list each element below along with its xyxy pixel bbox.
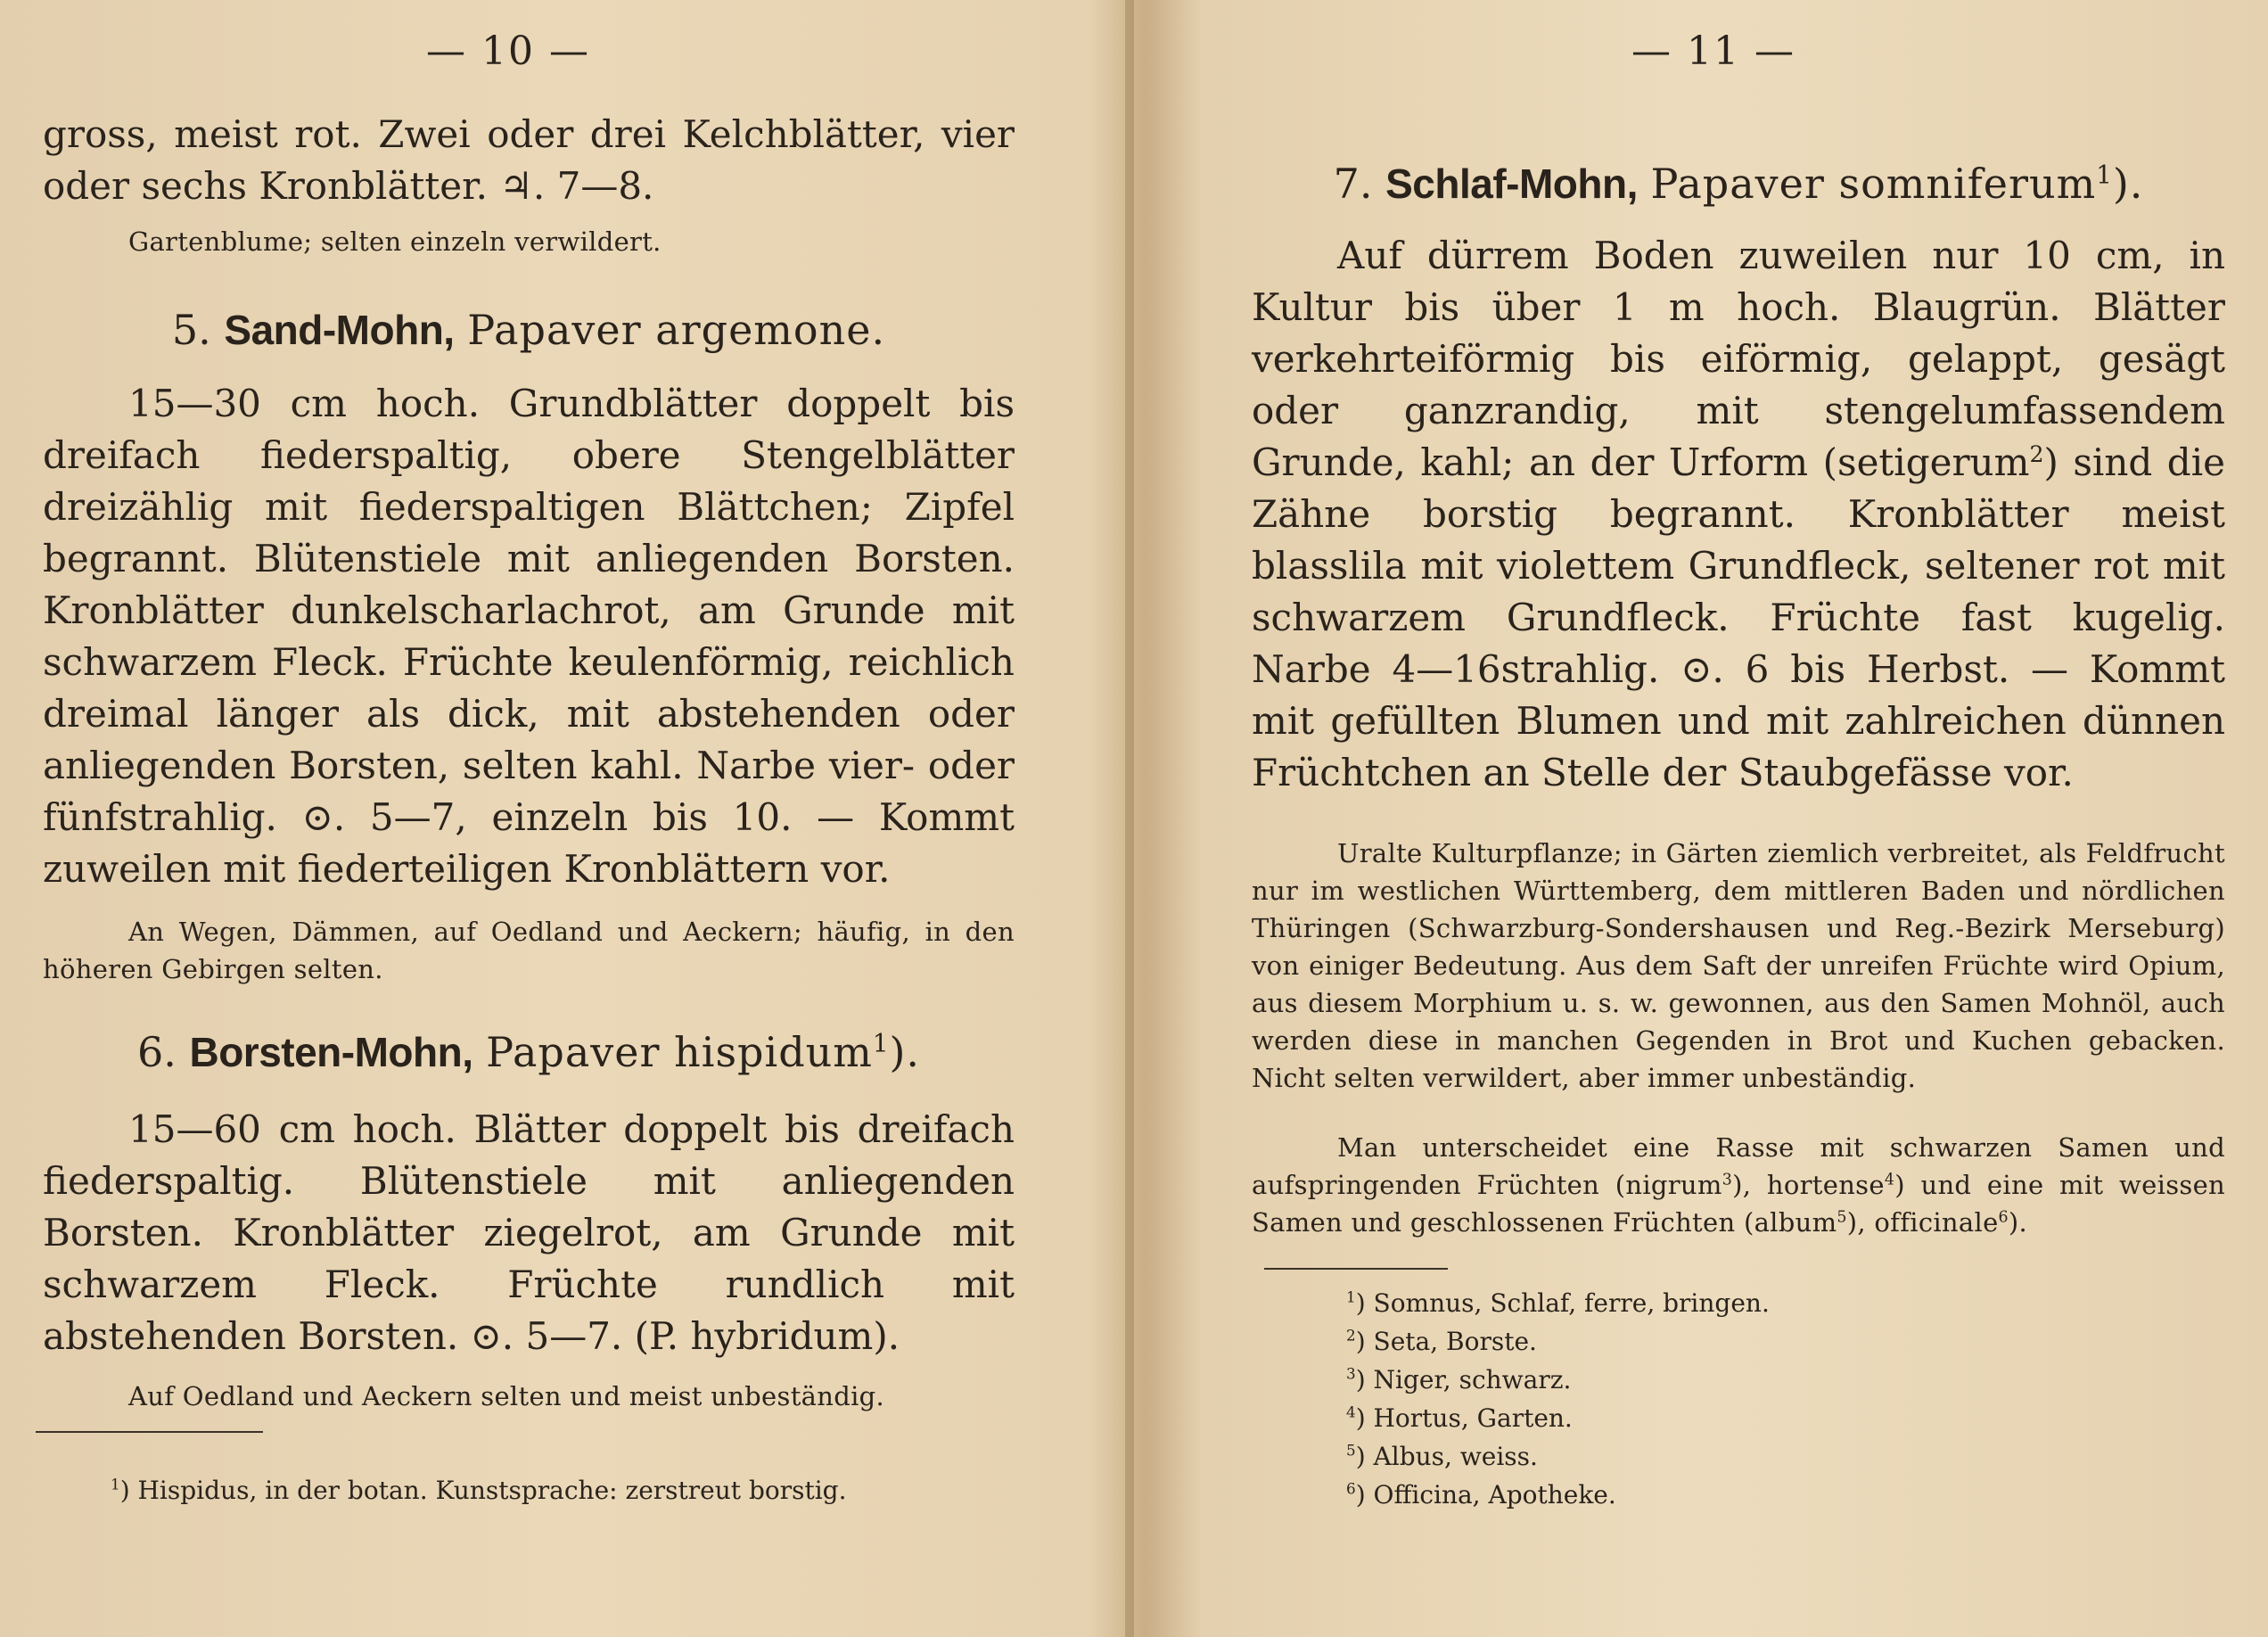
species-name: Sand-Mohn, [224,307,455,353]
footnote-item: $^3$) Niger, schwarz. [1346,1364,1572,1394]
species-description-5: 15—30 cm hoch. Grundblätter doppelt bis dreifach fiederspaltig, obere Stengelblätter dreizählig mit fiederspaltigen Blättchen; Zipfel begrannt. Blütenstiele mit anliegenden Borsten. Kronblätter dunkelscharlachrot, am Grunde mit schwarzem Fleck. Früchte keulenförmig, reichlich dreimal länger als dick, mit abstehenden oder anliegenden Borsten, selten kahl. Narbe vier- oder fünfstrahlig. ⊙. 5—7, einzeln bis 10. — Kommt zuweilen mit fiederteiligen Kronblättern vor. [43,382,1015,891]
species-heading-7 [1252,157,2225,210]
species-number: 7. [1333,160,1373,208]
species-latin: Papaver argemone. [467,306,886,354]
species-description-7: Auf dürrem Boden zuweilen nur 10 cm, in Kultur bis über 1 m hoch. Blaugrün. Blätter verkehrteiförmig bis eiförmig, gelappt, gesägt oder ganzrandig, mit stengelumfassendem Grunde, kahl; an der Urform (setigerum$^2$) sind die Zähne borstig begrannt. Kronblätter meist blasslila mit violettem Grundfleck, seltener rot mit schwarzem Grundfleck. Früchte fast kugelig. Narbe 4—16strahlig. ⊙. 6 bis Herbst. — Kommt mit gefüllten Blumen und mit zahlreichen dünnen Früchtchen an Stelle der Staubgefässe vor. [1252,234,2225,794]
footnote-mark: 1 [2096,160,2113,190]
species-name: Borsten-Mohn, [189,1029,473,1075]
footnote-rule [1264,1268,1448,1270]
footnote-mark: 1 [111,1475,120,1493]
footnote-mark: 1 [872,1028,890,1058]
species-number: 5. [171,306,211,354]
cultivation-note: Uralte Kulturpflanze; in Gärten ziemlich verbreitet, als Feldfrucht nur im westlichen Württemberg, dem mittleren Baden und nördlichen Thüringen (Schwarzburg-Sondershausen und Reg.-Bezirk Merseburg) von einiger Bedeutung. Aus dem Saft der unreifen Früchte wird Opium, aus diesem Morphium u. s. w. gewonnen, aus den Samen Mohnöl, auch werden diese in manchen Gegenden in Brot und Kuchen gebacken. Nicht selten verwildert, aber immer unbeständig. [1252,838,2225,1093]
continued-habitat: Gartenblume; selten einzeln verwildert. [128,226,662,257]
species-habitat-5: An Wegen, Dämmen, auf Oedland und Aeckern; häufig, in den höheren Gebirgen selten. [43,917,1015,984]
continued-text: gross, meist rot. Zwei oder drei Kelchblätter, vier oder sechs Kronblätter. ♃. 7—8. [43,112,1015,208]
footnote-item: $^6$) Officina, Apotheke. [1346,1479,1616,1509]
page-number: — 11 — [1631,29,1796,74]
species-description-6: 15—60 cm hoch. Blätter doppelt bis dreifach fiederspaltig. Blütenstiele mit anliegenden Borsten. Kronblätter ziegelrot, am Grunde mit schwarzem Fleck. Früchte rundlich mit abstehenden Borsten. ⊙. 5—7. (P. hybridum). [43,1107,1015,1358]
species-latin: Papaver somniferum$^1$). [1650,160,2144,208]
varieties-note: Man unterscheidet eine Rasse mit schwarzen Samen und aufspringenden Früchten (nigrum$^3$), hortense$^4$) und eine mit weissen Samen und geschlossenen Früchten (album$^5$), officinale$^6$). [1252,1132,2226,1238]
footnote: $^1$) Hispidus, in der botan. Kunstsprache: zerstreut borstig. [111,1475,847,1505]
species-name: Schlaf-Mohn, [1385,160,1638,207]
species-number: 6. [136,1028,177,1076]
footnote-item: $^1$) Somnus, Schlaf, ferre, bringen. [1346,1287,1770,1318]
page-number: — 10 — [426,29,590,74]
footnote-list [1346,1284,2149,1514]
species-habitat-6: Auf Oedland und Aeckern selten und meist unbeständig. [128,1381,885,1411]
footnote-item: $^2$) Seta, Borste. [1346,1326,1537,1356]
species-latin: Papaver hispidum$^1$). [486,1028,921,1076]
footnote-mark: 2 [2029,441,2044,467]
footnote-item: $^4$) Hortus, Garten. [1346,1403,1573,1433]
footnote-item: $^5$) Albus, weiss. [1346,1441,1538,1471]
